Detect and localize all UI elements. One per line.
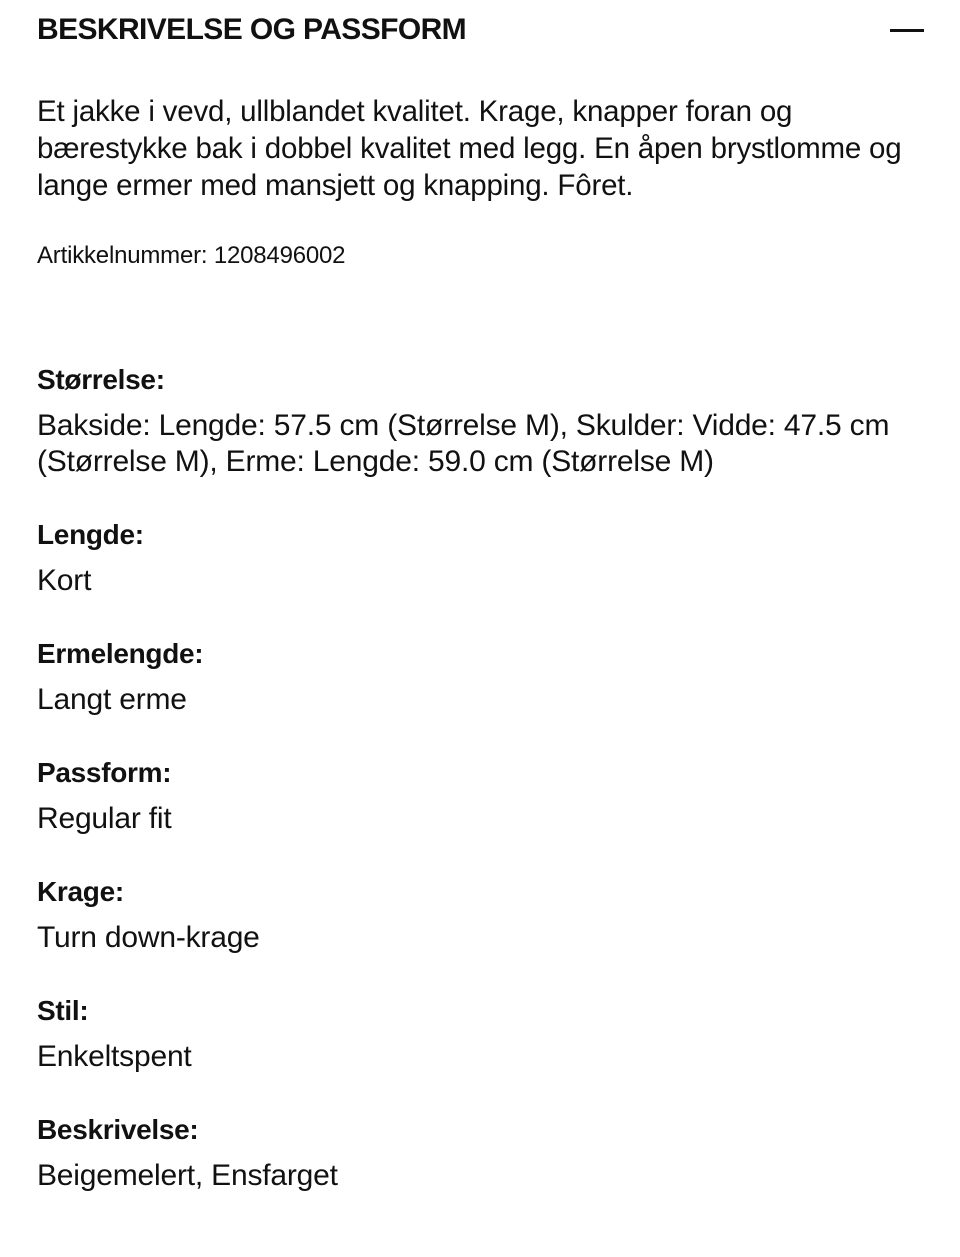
attribute-collar	[37, 874, 927, 956]
accordion-header[interactable]	[37, 10, 924, 50]
attribute-label: Krage:	[37, 876, 124, 907]
attribute-sleeve-length	[37, 636, 927, 718]
minus-icon[interactable]	[890, 29, 924, 32]
attribute-length	[37, 517, 927, 599]
attribute-value: Enkeltspent	[37, 1040, 192, 1073]
attribute-value: Langt erme	[37, 683, 187, 716]
attribute-fit	[37, 755, 927, 837]
attribute-label: Stil:	[37, 995, 89, 1026]
attribute-value: Regular fit	[37, 802, 172, 835]
attribute-value: Beigemelert, Ensfarget	[37, 1159, 338, 1192]
attribute-label: Lengde:	[37, 519, 144, 550]
accordion-content	[37, 93, 927, 1231]
attribute-label: Ermelengde:	[37, 638, 204, 669]
attribute-size	[37, 362, 927, 480]
attribute-label: Beskrivelse:	[37, 1114, 199, 1145]
product-description: Et jakke i vevd, ullblandet kvalitet. Krage, knapper foran og bærestykke bak i dobbel kvalitet med legg. En åpen brystlomme og lange ermer med mansjett og knapping. Fôret.	[37, 95, 902, 202]
attribute-value: Turn down-krage	[37, 921, 260, 954]
attribute-label: Passform:	[37, 757, 172, 788]
article-number: Artikkelnummer: 1208496002	[37, 242, 346, 269]
attribute-value: Kort	[37, 564, 92, 597]
section-title: BESKRIVELSE OG PASSFORM	[37, 13, 467, 46]
attribute-description	[37, 1112, 927, 1194]
attribute-label: Størrelse:	[37, 364, 165, 395]
attribute-value: Bakside: Lengde: 57.5 cm (Størrelse M), Skulder: Vidde: 47.5 cm (Størrelse M), Erme: Lengde: 59.0 cm (Størrelse M)	[37, 409, 890, 478]
attribute-style	[37, 993, 927, 1075]
product-attributes	[37, 362, 927, 1194]
